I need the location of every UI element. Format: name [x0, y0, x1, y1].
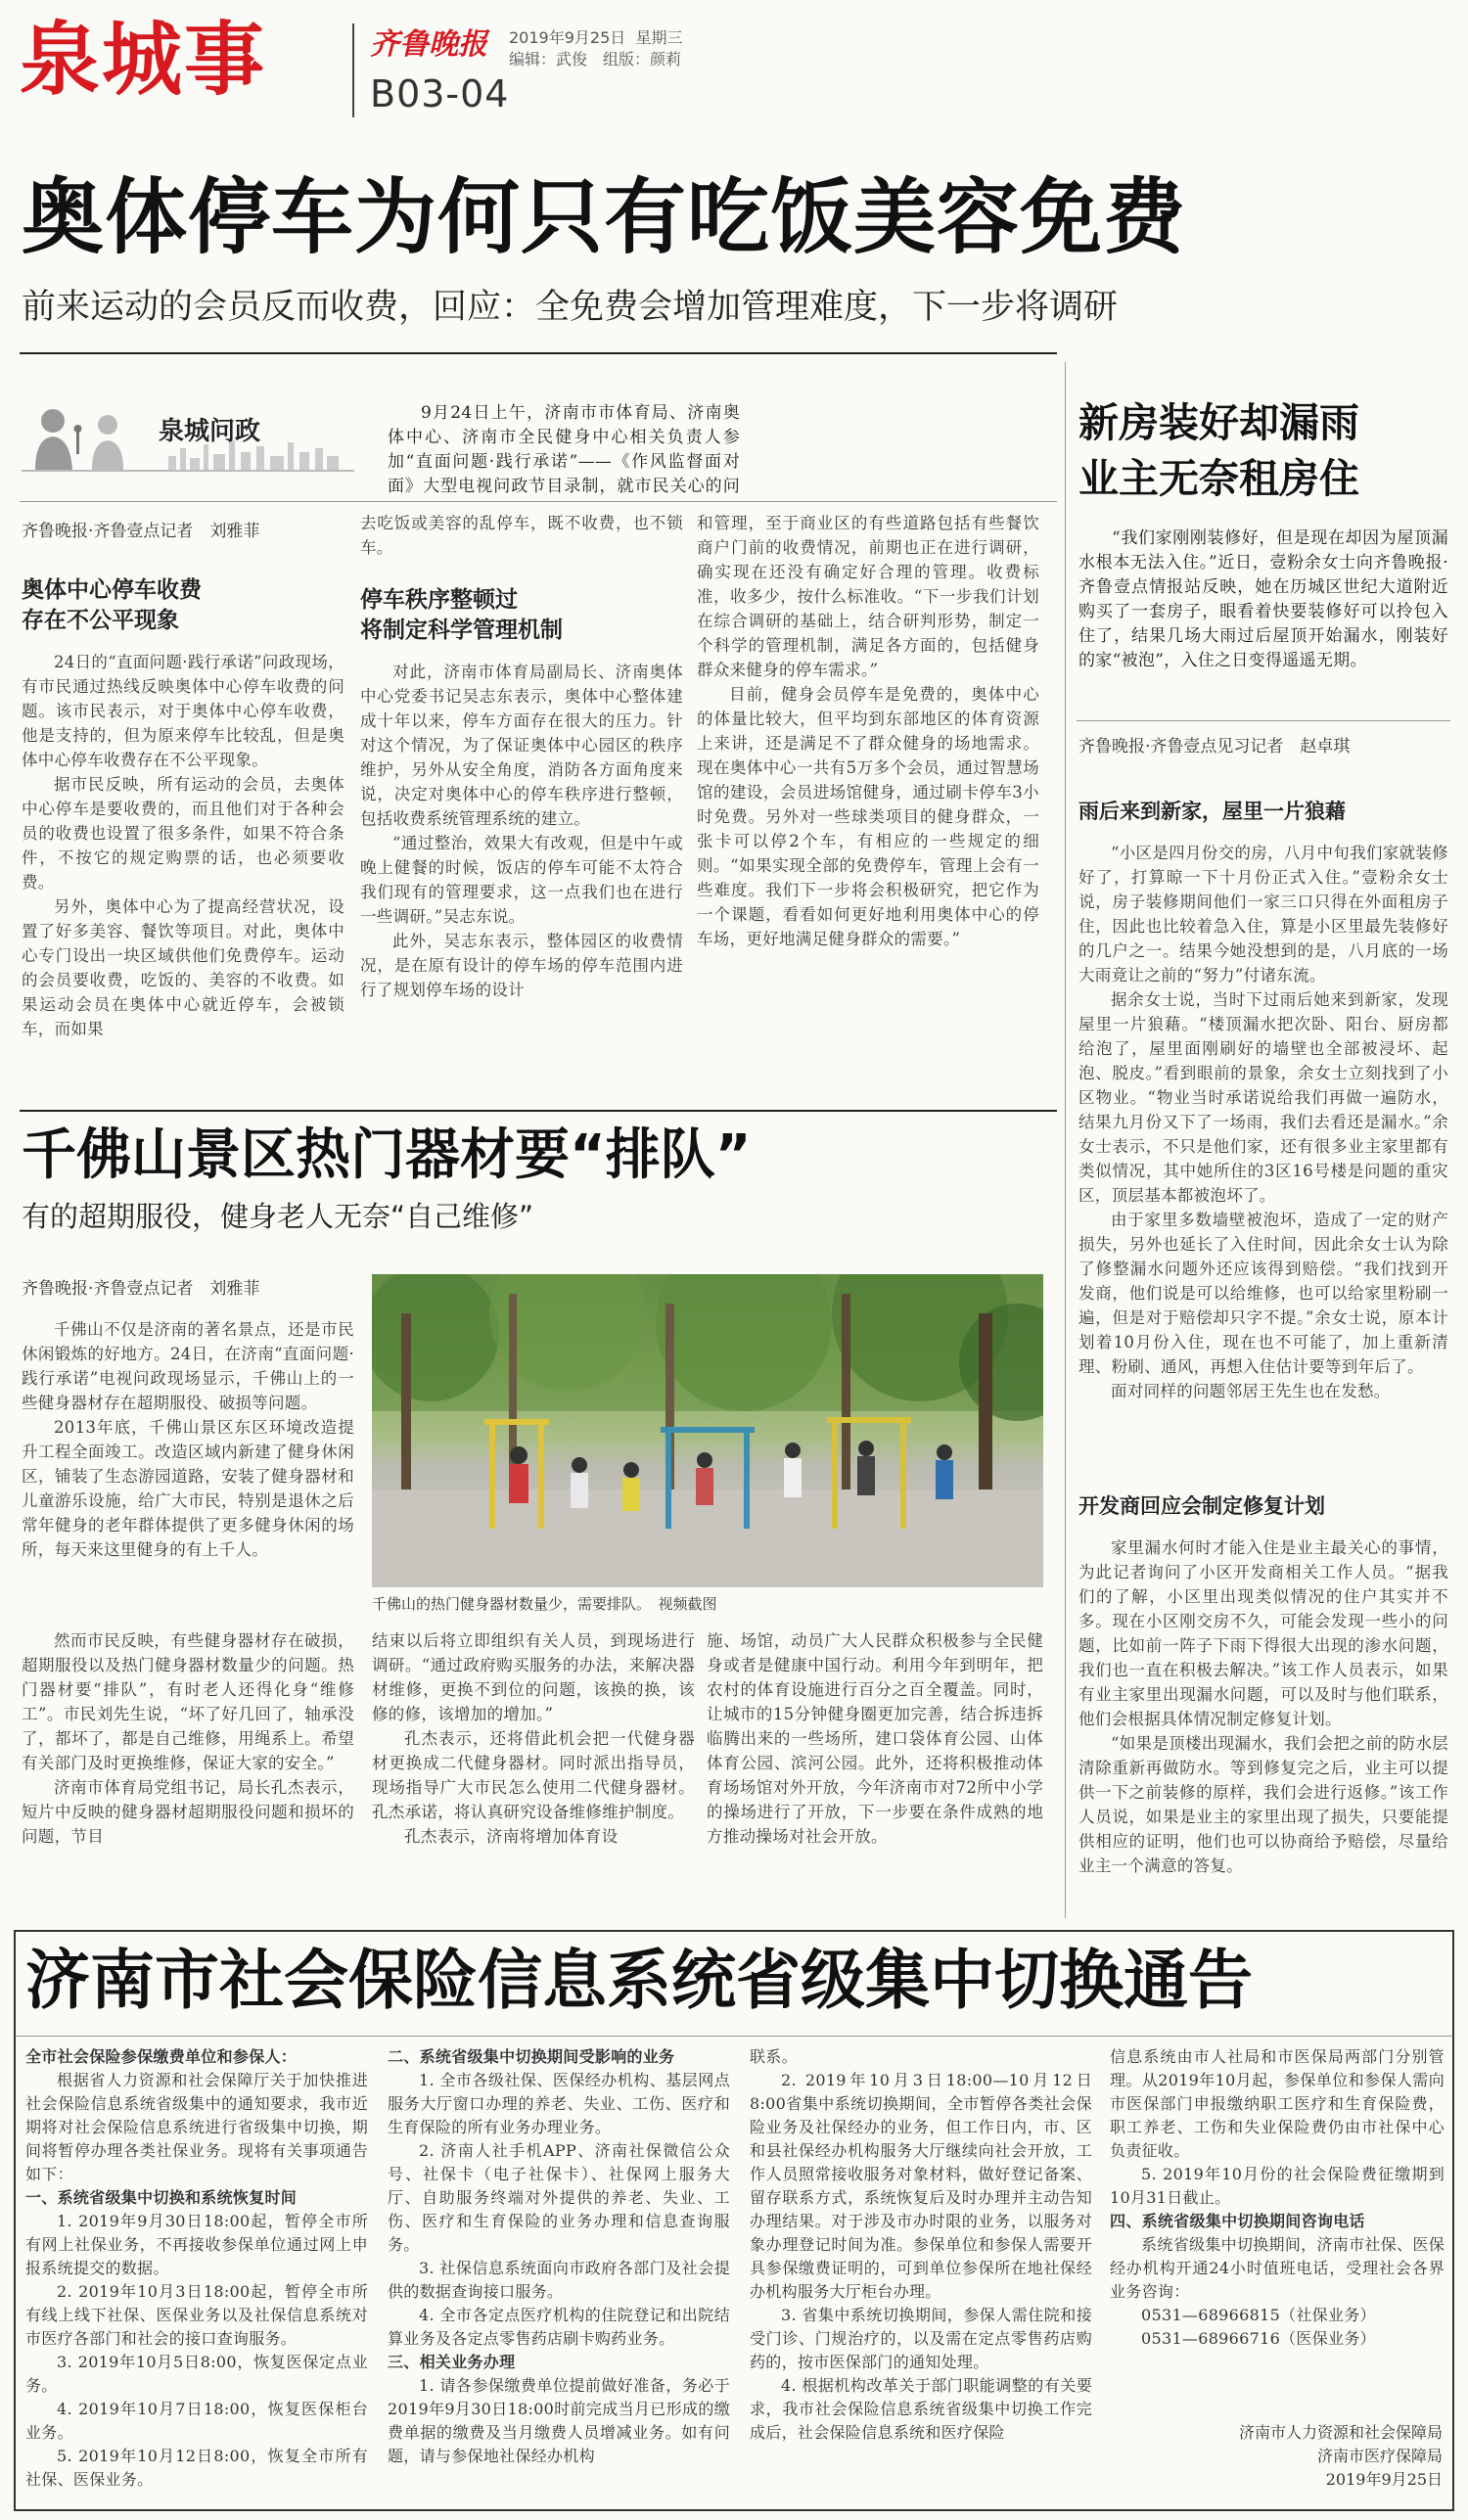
article1-col2	[360, 511, 683, 1092]
notice-line: 0531—68966815（社保业务）	[1141, 2306, 1376, 2324]
article2-col1-para: 千佛山不仅是济南的著名景点，还是市民休闲锻炼的好地方。24日，在济南“直面问题·践行承诺”电视问政现场显示，千佛山上的一些健身器材存在超期服役、破损等问题。	[22, 1320, 354, 1412]
article1-col1-para: 据市民反映，所有运动的会员，去奥体中心停车是要收费的，而且他们对于各种会员的收费也设置了很多条件，如果不符合条件，不按它的规定购票的话，也必须要收费。	[22, 775, 344, 892]
article1-col2-para: 对此，济南市体育局副局长、济南奥体中心党委书记吴志东表示，奥体中心整体建成十年以来，停车方面存在很大的压力。针对这个情况，为了保证奥体中心园区的秩序维护，另外从安全角度，消防各方面角度来说，决定对奥体中心的停车秩序进行整顿，包括收费系统管理系统的建立。	[360, 663, 683, 828]
article1-sub2: 停车秩序整顿过 将制定科学管理机制	[360, 587, 563, 643]
article1-col3-para: 目前，健身会员停车是免费的，奥体中心的体量比较大，但平均到东部地区的体育资源上来讲，还是满足不了群众健身的场地需求。现在奥体中心一共有5万多个会员，通过智慧场馆的建设，会员进场馆健身，通过刷卡停车3小时免费。另外对一些球类项目的健身群众，一张卡可以停2个车，有相应的一些规定的细则。“如果实现全部的免费停车，管理上会有一些难度。我们下一步将会积极研究，把它作为一个课题，看看如何更好地利用奥体中心的停车场，更好地满足健身群众的需要。”	[697, 685, 1039, 948]
notice-line: 信息系统由市人社局和市医保局两部门分别管理。从2019年10月起，参保单位和参保人需向市医保部门申报缴纳职工医疗和生育保险费，职工养老、工伤和失业保险费仍由市社保中心负责征收。	[1110, 2047, 1445, 2160]
article1-byline: 齐鲁晚报·齐鲁壹点记者 刘雅菲	[22, 522, 260, 541]
notice-line: 0531—68966716（医保业务）	[1141, 2329, 1376, 2348]
notice-line: 二、系统省级集中切换期间受影响的业务	[388, 2047, 675, 2066]
article2-col1-para: 2013年底，千佛山景区东区环境改造提升工程全面竣工。改造区域内新建了健身休闲区，铺装了生态游园道路，安装了健身器材和儿童游乐设施，给广大市民，特别是退休之后常年健身的老年群体提供了更多健身休闲的场所，每天来这里健身的有上千人。	[22, 1418, 354, 1559]
notice-line: 4. 全市各定点医疗机构的住院登记和出院结算业务及各定点零售药店刷卡购药业务。	[388, 2306, 730, 2348]
notice-line: 系统省级集中切换期间，济南市社保、医保经办机构开通24小时值班电话，受理社会各界业务咨询：	[1110, 2235, 1445, 2301]
vertical-column-rule	[1065, 362, 1066, 1918]
article2-col2-para: 孔杰表示，还将借此机会把一代健身器材更换成二代健身器材。同时派出指导员，现场指导广大市民怎么使用二代健身器材。孔杰承诺，将认真研究设备维修维护制度。	[372, 1729, 695, 1821]
masthead-divider	[352, 23, 354, 117]
notice-line: 全市社会保险参保缴费单位和参保人：	[25, 2047, 298, 2066]
notice-line: 2. 济南人社手机APP、济南社保微信公众号、社保卡（电子社保卡）、社保网上服务大厅、自助服务终端对外提供的养老、失业、工伤、医疗和生育保险的业务办理和信息查询服务。	[388, 2141, 730, 2254]
article2-headline: 千佛山景区热门器材要“排队”	[22, 1123, 752, 1187]
notice-col3	[750, 2045, 1092, 2505]
article3-sub2: 开发商回应会制定修复计划	[1078, 1494, 1325, 1518]
notice-line: 5. 2019年10月份的社会保险费征缴期到10月31日截止。	[1110, 2165, 1445, 2207]
notice-line: 三、相关业务办理	[388, 2353, 516, 2371]
article2-col2-para: 结束以后将立即组织有关人员，到现场进行调研。“通过政府购买服务的办法，来解决器材维修，更换不到位的问题，该换的换，该修的修，该增加的增加。”	[372, 1631, 695, 1723]
notice-box	[14, 1930, 1454, 2511]
article1-col1-para: 24日的“直面问题·践行承诺”问政现场，有市民通过热线反映奥体中心停车收费的问题。该市民表示，对于奥体中心停车收费，他是支持的，但为原来停车比较乱，但是奥体中心停车收费存在不公平现象。	[22, 653, 344, 769]
article1-col2-para: 此外，吴志东表示，整体园区的收费情况，是在原有设计的停车场的停车范围内进行了规划停车场的设计	[360, 932, 683, 999]
editors-line: 编辑：武俊 组版：颜莉	[509, 50, 682, 69]
photo-caption: 千佛山的热门健身器材数量少，需要排队。 视频截图	[372, 1595, 717, 1613]
page-number: B03-04	[370, 72, 510, 115]
article3-sec1-para: 由于家里多数墙壁被泡坏，造成了一定的财产损失，另外也延长了入住时间，因此余女士认为除了修整漏水问题外还应该得到赔偿。“我们找到开发商，他们说是可以给维修，也可以给家里粉刷一遍，但是对于赔偿却只字不提。”余女士说，原本计划着10月份入住，现在也不可能了，加上重新清理、粉刷、通风，再想入住估计要等到年后了。	[1078, 1211, 1448, 1376]
notice-line: 4. 2019年10月7日18:00，恢复医保柜台业务。	[25, 2400, 368, 2442]
article1-col2-top: 去吃饭或美容的乱停车，既不收费，也不锁车。	[360, 514, 683, 557]
signature-line: 济南市人力资源和社会保障局	[1238, 2423, 1443, 2442]
article3-headline: 新房装好却漏雨 业主无奈租房住	[1078, 399, 1359, 502]
article1-top-rule	[20, 352, 1057, 354]
article1-col1-para: 另外，奥体中心为了提高经营状况，设置了好多美容、餐饮等项目。对此，奥体中心专门设出一块区域供他们免费停车。运动的会员要收费，吃饭的、美容的不收费。如果运动会员在奥体中心就近停车，会被锁车，而如果	[22, 897, 344, 1038]
notice-line: 2. 2019年10月3日18:00起，暂停全市所有线上线下社保、医保业务以及社保信息系统对市医疗各部门和社会的接口查询服务。	[25, 2282, 368, 2348]
paper-logo: 齐鲁晚报	[370, 27, 487, 62]
article2-col3	[707, 1628, 1043, 1914]
column-label-box	[22, 401, 354, 489]
notice-line: 4. 根据机构改革关于部门职能调整的有关要求，我市社会保险信息系统省级集中切换工作完成后，社会保险信息系统和医疗保险	[750, 2376, 1092, 2442]
signature-line: 济南市医疗保障局	[1316, 2447, 1443, 2465]
notice-col2	[388, 2045, 730, 2505]
article2-top-rule	[20, 1110, 1057, 1112]
notice-rule	[16, 2036, 1452, 2037]
article1-intro-text: 9月24日上午，济南市市体育局、济南奥体中心、济南市全民健身中心相关负责人参加“直面问题·践行承诺”——《作风监督面对面》大型电视问政节目录制，就市民关心的问	[388, 403, 740, 496]
article2-byline: 齐鲁晚报·齐鲁壹点记者 刘雅菲	[22, 1279, 260, 1299]
notice-line: 3. 社保信息系统面向市政府各部门及社会提供的数据查询接口服务。	[388, 2259, 730, 2301]
article1-intro	[388, 401, 740, 499]
date-text: 2019年9月25日	[509, 28, 626, 47]
article2-col1b-para: 然而市民反映，有些健身器材存在破损，超期服役以及热门健身器材数量少的问题。热门器材要“排队”，有时老人还得化身“维修工”。市民刘先生说，“坏了好几回了，轴承没了，都坏了，都是自己维修，用绳系上。希望有关部门及时更换维修，保证大家的安全。”	[22, 1631, 354, 1772]
notice-line: 2. 2019年10月3日18:00—10月12日8:00省集中系统切换期间，全市暂停各类社会保险业务及社保经办的业务，但工作日内，市、区和县社保经办机构服务大厅继续向社会开放，工作人员照常接收服务对象材料，做好登记备案、留存联系方式，系统恢复后及时办理并主动告知办理结果。对于涉及市办时限的业务，以服务对象办理登记时间为准。参保单位和参保人需要开具参保缴费证明的，可到单位参保所在地社保经办机构服务大厅柜台办理。	[750, 2071, 1092, 2301]
signature-date: 2019年9月25日	[1325, 2470, 1443, 2489]
article1-byline-rule	[20, 501, 1057, 502]
article3-intro-text: “我们家刚刚装修好，但是现在却因为屋顶漏水根本无法入住。”近日，壹粉余女士向齐鲁晚报·齐鲁壹点情报站反映，她在历城区世纪大道附近购买了一套房子，眼看着快要装修好可以拎包入住了，结果几场大雨过后屋顶开始漏水，刚装好的家“被泡”，入住之日变得遥遥无期。	[1078, 528, 1448, 670]
notice-line: 四、系统省级集中切换期间咨询电话	[1110, 2212, 1365, 2230]
notice-line: 1. 2019年9月30日18:00起，暂停全市所有网上社保业务，不再接收参保单位通过网上申报系统提交的数据。	[25, 2212, 368, 2277]
article2-col1b	[22, 1628, 354, 1914]
article3-byline: 齐鲁晚报·齐鲁壹点见习记者 赵卓琪	[1078, 737, 1351, 756]
notice-line: 根据省人力资源和社会保障厅关于加快推进社会保险信息系统省级集中的通知要求，我市近期将对社会保险信息系统进行省级集中切换，期间将暂停办理各类社保业务。现将有关事项通告如下：	[25, 2071, 368, 2183]
notice-line: 3. 省集中系统切换期间，参保人需住院和接受门诊、门规治疗的，以及需在定点零售药店购药的，按市医保部门的通知处理。	[750, 2306, 1092, 2371]
notice-line: 3. 2019年10月5日8:00，恢复医保定点业务。	[25, 2353, 368, 2395]
article3-sub1: 雨后来到新家，屋里一片狼藉	[1078, 800, 1346, 823]
notice-col1	[25, 2045, 368, 2505]
article1-col3	[697, 511, 1039, 1092]
article1-col3-para: 和管理，至于商业区的有些道路包括有些餐饮商户门前的收费情况，前期也正在进行调研，确实现在还没有确定好合理的管理。收费标准，收多少，按什么标准收。“下一步我们计划在综合调研的基础上，结合研判形势，制定一个科学的管理机制，满足各方面的，包括健身群众来健身的停车需求。”	[697, 514, 1039, 679]
article3-byline-rule	[1077, 720, 1450, 721]
article1-headline: 奥体停车为何只有吃饭美容免费	[22, 169, 1187, 265]
notice-col4	[1110, 2045, 1445, 2349]
notice-headline: 济南市社会保险信息系统省级集中切换通告	[25, 1943, 1253, 2018]
article2-col1b-para: 济南市体育局党组书记，局长孔杰表示，短片中反映的健身器材超期服役问题和损坏的问题，节目	[22, 1778, 354, 1846]
article2-col2-para: 孔杰表示，济南将增加体育设	[404, 1827, 619, 1846]
article3-intro	[1078, 527, 1448, 703]
column-label: 泉城问政	[159, 417, 261, 446]
article3-sec1-para: 据余女士说，当时下过雨后她来到新家，发现屋里一片狼藉。“楼顶漏水把次卧、阳台、厨房都给泡了，屋里面刚刷好的墙壁也全部被浸坏、起泡、脱皮。”看到眼前的景象，余女士立刻找到了小区物业。“物业当时承诺说给我们再做一遍防水，结果九月份又下了一场雨，我们去看还是漏水。”余女士表示，不只是他们家，还有很多业主家里都有类似情况，其中她所住的3区16号楼是问题的重灾区，顶层基本都被泡坏了。	[1078, 990, 1448, 1205]
article2-col2	[372, 1628, 695, 1914]
notice-signature	[1110, 2421, 1443, 2492]
section-title: 泉城事	[20, 14, 267, 107]
article2-col1	[22, 1317, 354, 1601]
article1-subheadline: 前来运动的会员反而收费，回应：全免费会增加管理难度，下一步将调研	[22, 288, 1119, 327]
notice-line: 一、系统省级集中切换和系统恢复时间	[25, 2188, 298, 2207]
weekday-text: 星期三	[635, 28, 683, 47]
article3-sec2	[1078, 1491, 1448, 1914]
article3-sec1	[1078, 797, 1448, 1482]
article2-col3-para: 施、场馆，动员广大人民群众积极参与全民健身或者是健康中国行动。利用今年到明年，把农村的体育设施进行百分之百全覆盖。同时，让城市的15分钟健身圈更加完善，结合拆违拆临腾出来的一些场所，建口袋体育公园、山体体育公园、滨河公园。此外，还将积极推动体育场场馆对外开放，今年济南市对72所中小学的操场进行了开放，下一步要在条件成熟的地方推动操场对社会开放。	[707, 1631, 1043, 1846]
notice-line: 联系。	[750, 2047, 798, 2066]
issue-date	[509, 25, 682, 48]
park-photo-image	[372, 1274, 1043, 1587]
article3-sec2-para: 家里漏水何时才能入住是业主最关心的事情，为此记者询问了小区开发商相关工作人员。“据我们的了解，小区里出现类似情况的住户其实并不多。现在小区刚交房不久，可能会发现一些小的问题，比如前一阵子下雨下得很大出现的渗水问题，我们也一直在积极去解决。”该工作人员表示，如果有业主家里出现漏水问题，可以及时与他们联系，他们会根据具体情况制定修复计划。	[1078, 1538, 1448, 1728]
article1-col2-para: “通过整治，效果大有改观，但是中午或晚上健餐的时候，饭店的停车可能不太符合我们现有的管理要求，这一点我们也在进行一些调研。”吴志东说。	[360, 834, 683, 926]
article1-sub1: 奥体中心停车收费 存在不公平现象	[22, 577, 202, 633]
notice-line: 5. 2019年10月12日8:00，恢复全市所有社保、医保业务。	[25, 2447, 368, 2489]
article3-sec2-para: “如果是顶楼出现漏水，我们会把之前的防水层清除重新再做防水。等到修复完之后，业主可以提供一下之前装修的原样，我们会进行返修。”该工作人员说，如果是业主的家里出现了损失，只要能提供相应的证明，他们也可以协商给予赔偿，尽量给业主一个满意的答复。	[1078, 1734, 1448, 1875]
article1-col1	[22, 575, 344, 1092]
article2-subheadline: 有的超期服役，健身老人无奈“自己维修”	[22, 1200, 534, 1233]
masthead	[0, 0, 1468, 137]
notice-line: 1. 全市各级社保、医保经办机构、基层网点服务大厅窗口办理的养老、失业、工伤、医疗和生育保险的所有业务办理业务。	[388, 2071, 730, 2136]
article3-sec1-para: “小区是四月份交的房，八月中旬我们家就装修好了，打算晾一下十月份正式入住。”壹粉余女士说，房子装修期间他们一家三口只得在外面租房子住，因此也比较着急入住，算是小区里最先装修好的几户之一。结果今她没想到的是，八月底的一场大雨竟让之前的“努力”付诸东流。	[1078, 844, 1448, 985]
article3-sec1-para: 面对同样的问题邻居王先生也在发愁。	[1111, 1382, 1391, 1400]
park-photo	[372, 1274, 1043, 1587]
notice-line: 1. 请各参保缴费单位提前做好准备，务必于2019年9月30日18:00时前完成当月已形成的缴费单据的缴费及当月缴费人员增减业务。如有问题，请与参保地社保经办机构	[388, 2376, 730, 2465]
